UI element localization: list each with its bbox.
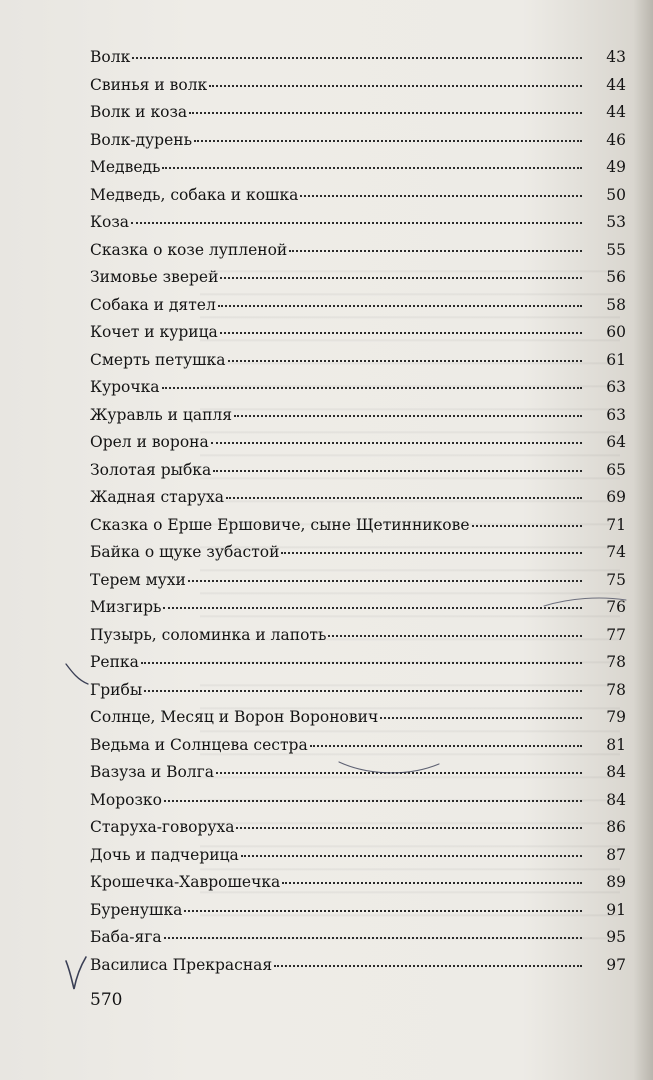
dot-leader bbox=[472, 520, 582, 527]
toc-entry bbox=[90, 677, 626, 705]
dot-leader bbox=[226, 492, 582, 499]
toc-entry-title: Коза bbox=[90, 213, 130, 231]
toc-entry-page: 55 bbox=[606, 240, 626, 259]
dot-leader bbox=[241, 850, 582, 857]
toc-entry-title: Грибы bbox=[90, 680, 143, 699]
dot-leader bbox=[236, 822, 582, 829]
toc-entry-title: Зимовье зверей bbox=[90, 268, 219, 286]
toc-entry-page: 44 bbox=[606, 75, 626, 94]
toc-entry bbox=[90, 127, 626, 155]
toc-entry-title: Медведь bbox=[90, 158, 161, 176]
toc-entry-page: 65 bbox=[606, 460, 626, 479]
toc-entry-title: Медведь, собака и кошка bbox=[90, 185, 299, 204]
toc-entry bbox=[90, 704, 626, 732]
toc-entry-page: 50 bbox=[606, 185, 626, 204]
toc-entry bbox=[90, 952, 626, 980]
dot-leader bbox=[132, 52, 582, 59]
toc-entry bbox=[90, 594, 626, 622]
toc-entry-page: 64 bbox=[606, 433, 626, 451]
toc-entry-page: 49 bbox=[606, 158, 626, 176]
toc-entry bbox=[90, 842, 626, 870]
toc-entry-title: Морозко bbox=[90, 790, 162, 809]
toc-entry-page: 56 bbox=[606, 268, 626, 286]
pen-checkmark-icon bbox=[62, 955, 92, 995]
toc-entry-page: 86 bbox=[606, 818, 626, 836]
toc-entry bbox=[90, 622, 626, 650]
toc-entry bbox=[90, 209, 626, 237]
dot-leader bbox=[163, 602, 582, 609]
toc-entry-page: 60 bbox=[606, 323, 626, 341]
dot-leader bbox=[162, 382, 582, 389]
toc-entry-title: Волк и коза bbox=[90, 103, 188, 121]
toc-entry bbox=[90, 429, 626, 457]
toc-entry-page: 69 bbox=[606, 488, 626, 506]
pen-stroke-mark bbox=[62, 660, 92, 688]
table-of-contents bbox=[90, 44, 626, 979]
dot-leader bbox=[213, 465, 582, 472]
dot-leader bbox=[218, 300, 582, 307]
dot-leader bbox=[211, 437, 582, 444]
dot-leader bbox=[162, 162, 582, 169]
toc-entry-title: Сказка о Ерше Ершовиче, сыне Щетинникове bbox=[90, 515, 470, 534]
toc-entry-page: 75 bbox=[606, 570, 626, 589]
dot-leader bbox=[164, 795, 582, 802]
toc-entry bbox=[90, 897, 626, 925]
toc-entry-page: 97 bbox=[606, 955, 626, 974]
toc-entry bbox=[90, 99, 626, 127]
toc-entry bbox=[90, 72, 626, 100]
toc-entry-title: Смерть петушка bbox=[90, 350, 226, 369]
toc-entry bbox=[90, 649, 626, 677]
toc-entry-page: 95 bbox=[606, 928, 626, 946]
dot-leader bbox=[300, 190, 582, 197]
toc-entry-page: 91 bbox=[606, 900, 626, 919]
toc-entry-page: 61 bbox=[606, 350, 626, 369]
toc-entry bbox=[90, 539, 626, 567]
toc-entry-page: 46 bbox=[606, 130, 626, 149]
toc-entry-page: 43 bbox=[606, 48, 626, 66]
toc-entry-title: Репка bbox=[90, 653, 139, 671]
toc-entry-title: Буренушка bbox=[90, 900, 183, 919]
toc-entry-page: 58 bbox=[606, 295, 626, 314]
toc-entry bbox=[90, 814, 626, 842]
dot-leader bbox=[184, 905, 582, 912]
toc-entry-title: Вазуза и Волга bbox=[90, 763, 215, 781]
dot-leader bbox=[131, 217, 582, 224]
toc-entry bbox=[90, 924, 626, 952]
toc-entry-page: 84 bbox=[606, 763, 626, 781]
toc-entry-page: 63 bbox=[606, 405, 626, 424]
toc-entry-page: 76 bbox=[606, 598, 626, 616]
dot-leader bbox=[209, 80, 582, 87]
toc-entry bbox=[90, 457, 626, 485]
toc-entry-page: 84 bbox=[606, 790, 626, 809]
dot-leader bbox=[289, 245, 582, 252]
toc-entry-title: Кочет и курица bbox=[90, 323, 218, 341]
toc-entry bbox=[90, 732, 626, 760]
toc-entry-page: 89 bbox=[606, 873, 626, 891]
toc-entry-title: Старуха-говоруха bbox=[90, 818, 235, 836]
toc-entry-title: Пузырь, соломинка и лапоть bbox=[90, 625, 327, 644]
dot-leader bbox=[228, 355, 583, 362]
toc-entry-title: Василиса Прекрасная bbox=[90, 955, 273, 974]
toc-entry bbox=[90, 374, 626, 402]
toc-entry bbox=[90, 512, 626, 540]
dot-leader bbox=[328, 630, 582, 637]
toc-entry-page: 78 bbox=[606, 680, 626, 699]
dot-leader bbox=[189, 107, 582, 114]
toc-entry-title: Мизгирь bbox=[90, 598, 162, 616]
dot-leader bbox=[274, 960, 582, 967]
dot-leader bbox=[141, 657, 582, 664]
toc-entry bbox=[90, 484, 626, 512]
toc-entry bbox=[90, 347, 626, 375]
toc-entry-title: Курочка bbox=[90, 378, 160, 396]
dot-leader bbox=[188, 575, 582, 582]
dot-leader bbox=[282, 877, 582, 884]
toc-entry-title: Свинья и волк bbox=[90, 75, 208, 94]
toc-entry bbox=[90, 182, 626, 210]
toc-entry bbox=[90, 292, 626, 320]
toc-entry-title: Дочь и падчерица bbox=[90, 845, 239, 864]
dot-leader bbox=[310, 740, 582, 747]
toc-entry-page: 79 bbox=[606, 708, 626, 726]
toc-entry-page: 74 bbox=[606, 543, 626, 561]
toc-entry bbox=[90, 567, 626, 595]
dot-leader bbox=[220, 272, 582, 279]
dot-leader bbox=[281, 547, 582, 554]
toc-entry-title: Ведьма и Солнцева сестра bbox=[90, 735, 308, 754]
toc-entry-page: 71 bbox=[606, 515, 626, 534]
toc-entry bbox=[90, 264, 626, 292]
toc-entry-page: 53 bbox=[606, 213, 626, 231]
dot-leader bbox=[216, 767, 582, 774]
toc-entry-title: Крошечка-Хаврошечка bbox=[90, 873, 281, 891]
toc-entry-title: Журавль и цапля bbox=[90, 405, 233, 424]
toc-entry bbox=[90, 237, 626, 265]
toc-entry-title: Сказка о козе лупленой bbox=[90, 240, 288, 259]
toc-entry-title: Баба-яга bbox=[90, 928, 162, 946]
toc-entry-title: Волк-дурень bbox=[90, 130, 193, 149]
toc-entry bbox=[90, 402, 626, 430]
page-number: 570 bbox=[90, 990, 123, 1010]
toc-entry-title: Солнце, Месяц и Ворон Воронович bbox=[90, 708, 379, 726]
toc-entry bbox=[90, 319, 626, 347]
toc-entry bbox=[90, 869, 626, 897]
toc-entry bbox=[90, 787, 626, 815]
toc-entry-page: 78 bbox=[606, 653, 626, 671]
toc-entry-page: 44 bbox=[606, 103, 626, 121]
dot-leader bbox=[380, 712, 582, 719]
toc-entry-page: 81 bbox=[606, 735, 626, 754]
toc-entry-title: Байка о щуке зубастой bbox=[90, 543, 280, 561]
toc-entry-title: Жадная старуха bbox=[90, 488, 224, 506]
toc-entry-title: Орел и ворона bbox=[90, 433, 209, 451]
toc-entry bbox=[90, 154, 626, 182]
dot-leader bbox=[234, 410, 582, 417]
toc-entry bbox=[90, 44, 626, 72]
dot-leader bbox=[194, 135, 582, 142]
dot-leader bbox=[144, 685, 582, 692]
toc-entry-title: Волк bbox=[90, 48, 131, 66]
toc-entry-title: Терем мухи bbox=[90, 570, 186, 589]
dot-leader bbox=[220, 327, 582, 334]
dot-leader bbox=[164, 932, 582, 939]
toc-entry bbox=[90, 759, 626, 787]
toc-entry-page: 87 bbox=[606, 845, 626, 864]
toc-entry-title: Золотая рыбка bbox=[90, 460, 212, 479]
toc-entry-title: Собака и дятел bbox=[90, 295, 216, 314]
toc-entry-page: 63 bbox=[606, 378, 626, 396]
toc-entry-page: 77 bbox=[606, 625, 626, 644]
